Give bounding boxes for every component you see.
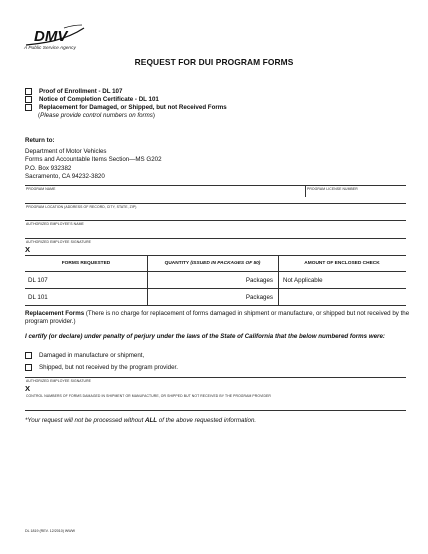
checkbox-label-dl101: Notice of Completion Certificate - DL 101 [39, 95, 159, 103]
checkbox-row-dl107[interactable] [25, 87, 227, 95]
table-header-forms: FORMS REQUESTED [61, 261, 111, 266]
second-signature-x-mark: X [25, 384, 31, 393]
form-number: DL 1819 (REV. 12/2010) WWW [25, 529, 76, 533]
footnote [25, 417, 256, 424]
table-row-2-form: DL 101 [28, 294, 48, 301]
control-numbers-field[interactable] [25, 410, 406, 411]
program-location-label: PROGRAM LOCATION (ADDRESS OF RECORD, CITY, STATE, ZIP) [26, 205, 137, 209]
checkbox-row-dl101[interactable] [25, 95, 227, 103]
logo-wordmark: DMV [34, 28, 68, 45]
table-row-border [25, 288, 406, 289]
table-top-border [25, 255, 406, 256]
second-signature-field[interactable] [25, 377, 406, 378]
checkbox-damaged[interactable] [25, 352, 32, 359]
address-line-3: P.O. Box 932382 [25, 164, 72, 172]
footnote-bold: ALL [145, 417, 158, 424]
option-not-received-label: Shipped, but not received by the program provider. [39, 364, 178, 371]
control-number-note: (Please provide control numbers on forms) [38, 112, 155, 119]
table-bottom-border [25, 305, 406, 306]
program-license-label: PROGRAM LICENSE NUMBER [307, 187, 358, 191]
quantity-header-text: QUANTITY [164, 261, 190, 266]
replacement-label: Replacement Forms [25, 310, 85, 317]
checkbox-replacement[interactable] [25, 104, 32, 111]
table-header-quantity [147, 261, 278, 266]
field-divider [305, 185, 306, 197]
signature-x-mark: X [25, 245, 31, 254]
checkbox-label-replacement: Replacement for Damaged, or Shipped, but not Received Forms [39, 104, 227, 112]
return-to-label: Return to: [25, 137, 55, 144]
address-line-2: Forms and Accountable Items Section—MS G202 [25, 156, 162, 164]
checkbox-row-replacement[interactable] [25, 104, 227, 112]
program-location-field[interactable] [25, 203, 406, 204]
authorized-name-label: AUTHORIZED EMPLOYEE'S NAME [26, 222, 84, 226]
option-not-received[interactable] [25, 364, 178, 371]
control-number-note-text: Please provide control numbers on forms [40, 112, 153, 119]
control-numbers-label: CONTROL NUMBERS OF FORMS DAMAGED IN SHIPMENT OR MANUFACTURE, OR SHIPPED BUT NOT RECEIVED BY THE PROGRAM PROVIDER [26, 394, 271, 398]
footnote-after: of the above requested information. [157, 417, 257, 424]
option-damaged[interactable] [25, 352, 144, 359]
address-line-1: Department of Motor Vehicles [25, 148, 107, 155]
certify-statement: I certify (or declare) under penalty of perjury under the laws of the State of California that the below numbered forms were: [25, 333, 385, 340]
table-row-2-quantity[interactable] [150, 294, 273, 301]
form-type-checkboxes [25, 87, 227, 112]
table-row-1-unit: Packages [245, 277, 273, 284]
replacement-text: (There is no charge for replacement of forms damaged in shipment or manufacture, or shipped but not received by the program provider.) [25, 310, 410, 326]
program-name-label: PROGRAM NAME [26, 187, 56, 191]
checkbox-label-dl107: Proof of Enrollment - DL 107 [39, 87, 123, 95]
authorized-name-field[interactable] [25, 220, 406, 221]
table-row-1-amount: Not Applicable [283, 277, 323, 284]
replacement-paragraph [25, 310, 410, 326]
second-signature-label: AUTHORIZED EMPLOYEE SIGNATURE [26, 379, 92, 383]
footnote-before: *Your request will not be processed without [25, 417, 146, 424]
checkbox-dl107[interactable] [25, 88, 32, 95]
logo-tagline: A Public Service Agency [24, 46, 76, 51]
table-row-1-form: DL 107 [28, 277, 48, 284]
table-row-2-unit: Packages [245, 294, 273, 301]
checkbox-dl101[interactable] [25, 96, 32, 103]
page-title: REQUEST FOR DUI PROGRAM FORMS [134, 57, 294, 67]
dmv-logo [24, 24, 86, 46]
table-header-amount: AMOUNT OF ENCLOSED CHECK [304, 261, 380, 266]
address-line-4: Sacramento, CA 94232-3820 [25, 173, 105, 181]
program-name-field[interactable] [25, 185, 406, 186]
authorized-signature-field[interactable] [25, 238, 406, 239]
return-address [25, 148, 162, 182]
table-header-border [25, 271, 406, 272]
quantity-header-note: (ISSUED IN PACKAGES OF 50) [190, 261, 261, 266]
authorized-signature-label: AUTHORIZED EMPLOYEE SIGNATURE [26, 240, 92, 244]
table-row-1-quantity[interactable] [150, 277, 273, 284]
checkbox-not-received[interactable] [25, 364, 32, 371]
option-damaged-label: Damaged in manufacture or shipment, [39, 352, 145, 359]
